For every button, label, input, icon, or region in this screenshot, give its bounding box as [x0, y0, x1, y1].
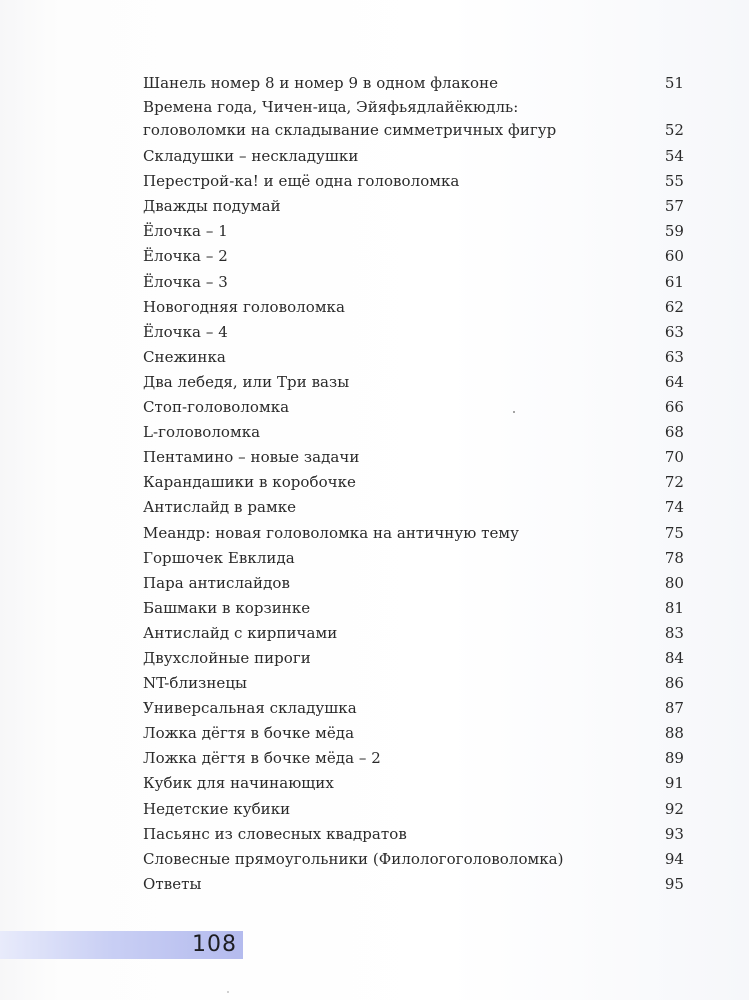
toc-entry	[143, 345, 684, 370]
toc-entry-title: Новогодняя головоломка	[143, 297, 345, 316]
toc-entry-page-number: 88	[664, 724, 684, 743]
toc-entry-title: Ёлочка – 3	[143, 272, 228, 291]
toc-entry-title: Двухслойные пироги	[143, 648, 311, 667]
toc-entry-page-number: 89	[664, 749, 684, 768]
toc-entry-title: Меандр: новая головоломка на античную тему	[143, 523, 520, 542]
toc-entry-title: Ёлочка – 4	[143, 322, 228, 341]
toc-entry-page-number: 52	[664, 121, 684, 140]
toc-entry	[143, 847, 684, 872]
toc-entry-title: Ложка дёгтя в бочке мёда – 2	[143, 749, 381, 768]
toc-entry-title: Универсальная складушка	[143, 699, 357, 718]
toc-entry	[143, 771, 684, 796]
toc-entry-page-number: 61	[664, 272, 684, 291]
toc-entry-title: Стоп-головоломка	[143, 398, 290, 417]
toc-entry	[143, 194, 684, 219]
toc-entry-page-number: 91	[664, 774, 684, 793]
toc-entry-page-number: 78	[664, 548, 684, 567]
toc-entry-title: Ёлочка – 2	[143, 247, 228, 266]
toc-entry-page-number: 74	[664, 498, 684, 517]
toc-entry-page-number: 62	[664, 297, 684, 316]
toc-entry	[143, 546, 684, 571]
toc-entry-page-number: 57	[664, 197, 684, 216]
toc-entry-page-number: 84	[664, 648, 684, 667]
toc-entry	[143, 646, 684, 671]
toc-entry-page-number: 72	[664, 473, 684, 492]
toc-entry-title: Антислайд в рамке	[143, 498, 297, 517]
print-speck	[227, 991, 229, 993]
toc-entry-title: Башмаки в корзинке	[143, 598, 311, 617]
toc-entry-page-number: 87	[664, 699, 684, 718]
table-of-contents	[143, 71, 684, 897]
toc-entry	[143, 746, 684, 771]
toc-entry	[143, 872, 684, 897]
toc-entry-page-number: 63	[664, 322, 684, 341]
toc-entry-title: Перестрой-ка! и ещё одна головоломка	[143, 172, 460, 191]
toc-entry-page-number: 68	[664, 423, 684, 442]
toc-entry-title: Ложка дёгтя в бочке мёда	[143, 724, 355, 743]
toc-entry-title: Карандашики в коробочке	[143, 473, 356, 492]
toc-entry-page-number: 95	[664, 874, 684, 893]
toc-entry-page-number: 92	[664, 799, 684, 818]
toc-entry-page-number: 75	[664, 523, 684, 542]
toc-entry-page-number: 86	[664, 674, 684, 693]
toc-entry-page-number: 94	[664, 849, 684, 868]
toc-entry-page-number: 81	[664, 598, 684, 617]
toc-entry	[143, 420, 684, 445]
toc-entry	[143, 270, 684, 295]
toc-entry-title: Пасьянс из словесных квадратов	[143, 824, 407, 843]
toc-entry	[143, 721, 684, 746]
toc-entry-title: Словесные прямоугольники (Филологоголоволомка)	[143, 849, 564, 868]
toc-entry-page-number: 51	[664, 74, 684, 92]
toc-entry-page-number: 83	[664, 623, 684, 642]
toc-entry-title: Недетские кубики	[143, 799, 291, 818]
toc-entry-page-number: 60	[664, 247, 684, 266]
toc-entry	[143, 71, 684, 96]
toc-entry	[143, 696, 684, 721]
toc-entry	[143, 671, 684, 696]
toc-entry-title: Дважды подумай	[143, 197, 281, 216]
toc-entry-title: Снежинка	[143, 347, 226, 366]
toc-entry-title: Пара антислайдов	[143, 573, 290, 592]
toc-entry-title: Два лебедя, или Три вазы	[143, 372, 350, 391]
toc-entry-page-number: 64	[664, 372, 684, 391]
toc-entry	[143, 295, 684, 320]
toc-entry-page-number: 54	[664, 147, 684, 166]
toc-entry	[143, 521, 684, 546]
toc-entry	[143, 445, 684, 470]
toc-entry	[143, 822, 684, 847]
toc-entry-page-number: 80	[664, 573, 684, 592]
toc-entry	[143, 621, 684, 646]
toc-entry	[143, 169, 684, 194]
page-number: 108	[192, 932, 237, 957]
toc-entry	[143, 244, 684, 269]
toc-entry	[143, 470, 684, 495]
toc-entry-page-number: 55	[664, 172, 684, 191]
toc-entry	[143, 144, 684, 169]
toc-entry-page-number: 59	[664, 222, 684, 241]
toc-entry-title: Времена года, Чичен-ица, Эйяфьядлайёкюдль: головоломки на складывание симметричных фигур	[143, 98, 557, 140]
toc-entry-page-number: 63	[664, 347, 684, 366]
toc-entry	[143, 596, 684, 621]
toc-entry	[143, 320, 684, 345]
toc-entry	[143, 495, 684, 520]
toc-entry-title: Пентамино – новые задачи	[143, 448, 360, 467]
toc-entry-title: Горшочек Евклида	[143, 548, 295, 567]
print-speck	[513, 411, 515, 413]
toc-entry	[143, 219, 684, 244]
toc-entry-title: Шанель номер 8 и номер 9 в одном флаконе	[143, 74, 499, 92]
toc-entry	[143, 797, 684, 822]
toc-entry-page-number: 66	[664, 398, 684, 417]
toc-entry-title: Складушки – нескладушки	[143, 147, 359, 166]
toc-entry	[143, 395, 684, 420]
toc-entry-title: NT-близнецы	[143, 674, 248, 693]
toc-entry-title: Антислайд с кирпичами	[143, 623, 338, 642]
toc-entry	[143, 370, 684, 395]
toc-entry-page-number: 93	[664, 824, 684, 843]
toc-entry-title: Ответы	[143, 874, 202, 893]
toc-entry-title: Ёлочка – 1	[143, 222, 228, 241]
toc-entry-page-number: 70	[664, 448, 684, 467]
toc-entry-title: Кубик для начинающих	[143, 774, 334, 793]
toc-entry	[143, 96, 684, 144]
toc-entry-title: L-головоломка	[143, 423, 261, 442]
toc-entry	[143, 571, 684, 596]
